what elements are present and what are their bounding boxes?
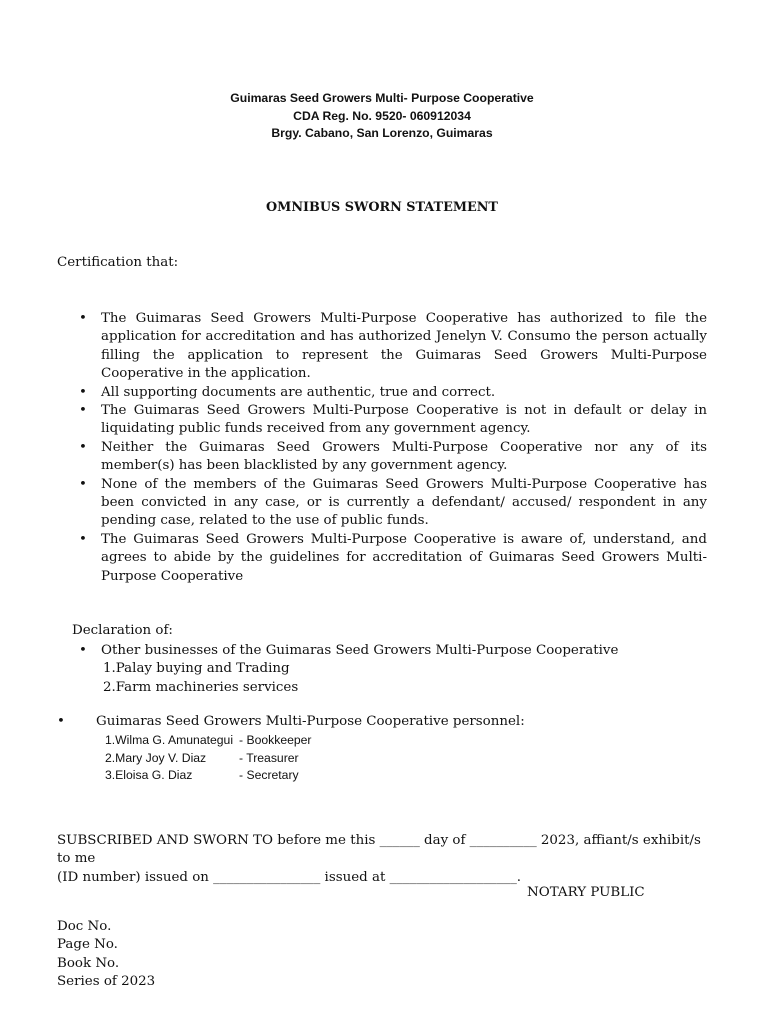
declaration-label: Declaration of: xyxy=(72,623,173,638)
list-item-text: Neither the Guimaras Seed Growers Multi-Purpose Cooperative nor any of its member(s) has been blacklisted by any government agency. xyxy=(101,439,707,474)
bullet-icon: • xyxy=(79,531,87,547)
list-item-text: None of the members of the Guimaras Seed Growers Multi-Purpose Cooperative has been convicted in any case, or is currently a defendant/ accused/ respondent in any pending case, related to the use of public funds. xyxy=(101,476,707,529)
personnel-role: - Treasurer xyxy=(239,750,299,765)
registration-number: CDA Reg. No. 9520- 060912034 xyxy=(293,108,471,123)
bullet-icon: • xyxy=(79,439,87,455)
document-title: OMNIBUS SWORN STATEMENT xyxy=(266,200,498,215)
list-item-text: The Guimaras Seed Growers Multi-Purpose Cooperative has authorized to file the application for accreditation and has authorized Jenelyn V. Consumo the person actually filling the application to represent the Guimaras Seed Growers Multi-Purpose Cooperative in the application. xyxy=(101,311,707,382)
personnel-heading-text: Guimaras Seed Growers Multi-Purpose Cooperative personnel: xyxy=(96,714,525,729)
sworn-statement xyxy=(57,832,709,887)
businesses-heading xyxy=(79,642,707,660)
document-references xyxy=(57,918,155,992)
org-name: Guimaras Seed Growers Multi- Purpose Cooperative xyxy=(230,91,534,105)
personnel-section xyxy=(57,713,696,785)
personnel-heading xyxy=(57,713,696,731)
doc-no-label: Doc No. xyxy=(57,919,112,934)
personnel-name: 1.Wilma G. Amunategui xyxy=(105,733,234,748)
businesses-heading-text: Other businesses of the Guimaras Seed Growers Multi-Purpose Cooperative xyxy=(101,643,619,658)
list-item xyxy=(79,384,707,402)
list-item xyxy=(79,310,707,384)
notary-public-label: NOTARY PUBLIC xyxy=(527,885,645,900)
certification-list xyxy=(79,310,707,586)
bullet-icon: • xyxy=(79,643,87,658)
personnel-row xyxy=(96,732,696,750)
personnel-row xyxy=(96,767,696,785)
letterhead xyxy=(0,90,764,143)
page-no-label: Page No. xyxy=(57,937,118,953)
bullet-icon: • xyxy=(79,403,87,419)
series-label: Series of 2023 xyxy=(57,974,156,990)
list-item-text: All supporting documents are authentic, true and correct. xyxy=(101,384,496,400)
bullet-icon: • xyxy=(79,311,87,326)
list-item-text: The Guimaras Seed Growers Multi-Purpose Cooperative is not in default or delay in liquidating public funds received from any government agency. xyxy=(101,403,707,437)
org-address: Brgy. Cabano, San Lorenzo, Guimaras xyxy=(271,126,493,140)
personnel-role: - Bookkeeper xyxy=(239,733,312,748)
list-item xyxy=(79,476,707,531)
personnel-row xyxy=(96,750,696,768)
sworn-line-2: (ID number) issued on ________________ issued at ___________________. xyxy=(57,869,522,885)
personnel-name: 3.Eloisa G. Diaz xyxy=(105,768,193,783)
business-item: 1.Palay buying and Trading xyxy=(103,661,290,677)
list-item-text: The Guimaras Seed Growers Multi-Purpose Cooperative is aware of, understand, and agrees to abide by the guidelines for accreditation of Guimaras Seed Growers Multi-Purpose Cooperative xyxy=(101,531,707,584)
personnel-role: - Secretary xyxy=(239,768,299,783)
certification-label: Certification that: xyxy=(57,255,179,270)
bullet-icon: • xyxy=(57,714,65,729)
personnel-name: 2.Mary Joy V. Diaz xyxy=(105,750,207,765)
list-item xyxy=(79,439,707,476)
personnel-list xyxy=(96,732,696,785)
list-item xyxy=(79,402,707,439)
business-item: 2.Farm machineries services xyxy=(103,679,299,695)
sworn-line-1: SUBSCRIBED AND SWORN TO before me this ______ day of __________ 2023, affiant/s exhibit/s to me xyxy=(57,833,701,867)
bullet-icon: • xyxy=(79,384,87,400)
list-item xyxy=(79,531,707,586)
bullet-icon: • xyxy=(79,476,87,492)
businesses-section xyxy=(79,642,707,697)
book-no-label: Book No. xyxy=(57,955,120,971)
